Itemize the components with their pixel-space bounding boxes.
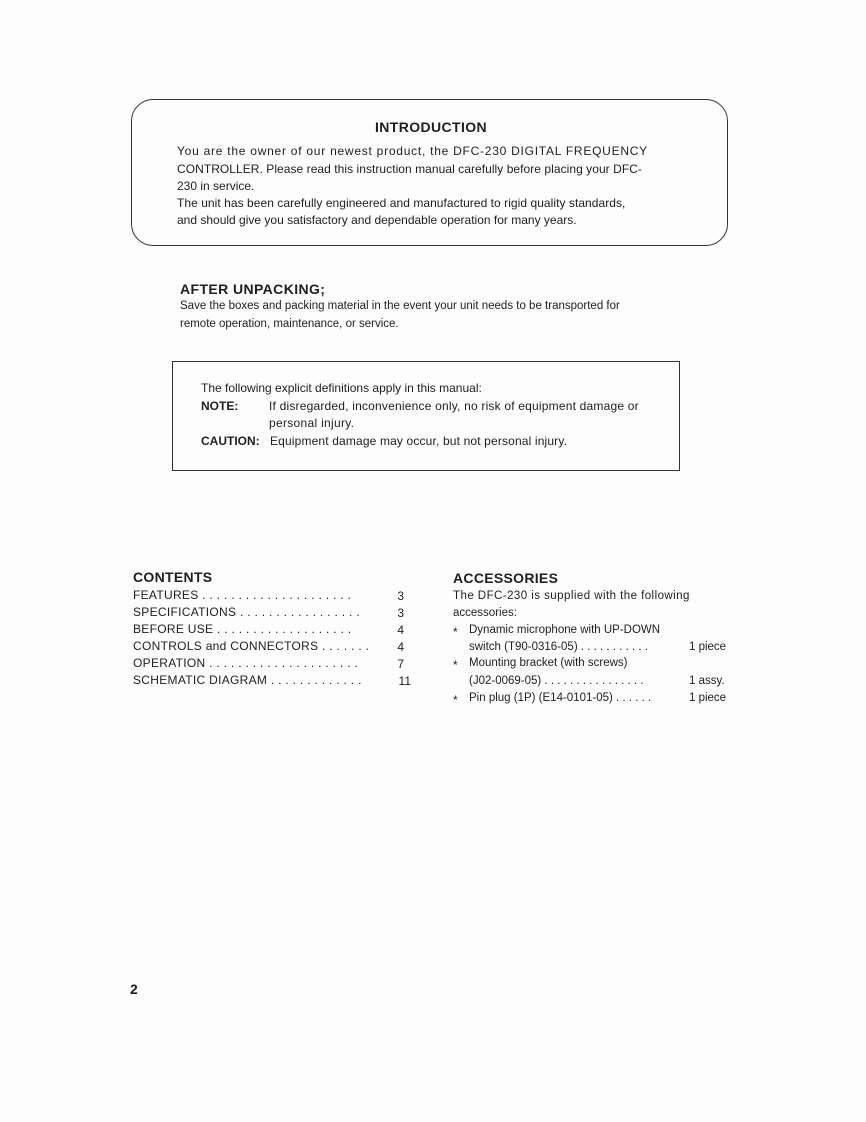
accessory-item-1-line-1: Dynamic microphone with UP-DOWN	[469, 624, 661, 636]
accessories-title: ACCESSORIES	[453, 570, 559, 586]
accessory-item-3-quantity: 1 piece	[689, 692, 727, 704]
definitions-box	[172, 361, 680, 471]
accessory-item-1-line-2: switch (T90-0316-05) . . . . . . . . . . .	[469, 641, 648, 653]
toc-page-specifications: 3	[397, 606, 404, 620]
toc-page-before-use: 4	[397, 623, 404, 637]
bullet-star: *	[453, 658, 458, 672]
after-unpacking-line-1: Save the boxes and packing material in the event your unit needs to be transported for	[180, 300, 620, 312]
accessory-item-1-quantity: 1 piece	[689, 641, 727, 653]
toc-page-operation: 7	[397, 657, 404, 671]
after-unpacking-title: AFTER UNPACKING;	[180, 281, 326, 297]
introduction-line-5: and should give you satisfactory and dependable operation for many years.	[177, 213, 577, 227]
note-text-line-1: If disregarded, inconvenience only, no risk of equipment damage or	[269, 399, 639, 413]
toc-page-schematic-diagram: 11	[398, 674, 411, 688]
toc-entry-controls-connectors: CONTROLS and CONNECTORS . . . . . . .	[133, 639, 370, 653]
accessories-intro-line-2: accessories:	[453, 607, 517, 619]
toc-entry-operation: OPERATION . . . . . . . . . . . . . . . . . . . . .	[133, 656, 359, 670]
accessories-intro-line-1: The DFC-230 is supplied with the following	[453, 590, 690, 602]
bullet-star: *	[453, 625, 458, 639]
introduction-line-1: You are the owner of our newest product, the DFC-230 DIGITAL FREQUENCY	[177, 144, 648, 158]
toc-page-controls-connectors: 4	[397, 640, 404, 654]
toc-entry-features: FEATURES . . . . . . . . . . . . . . . . . . . . .	[133, 588, 352, 602]
introduction-line-3: 230 in service.	[177, 179, 255, 193]
page-number: 2	[130, 981, 138, 997]
after-unpacking-line-2: remote operation, maintenance, or service.	[180, 318, 399, 330]
definitions-intro: The following explicit definitions apply in this manual:	[201, 381, 482, 395]
note-label: NOTE:	[201, 399, 239, 413]
accessory-item-2-line-1: Mounting bracket (with screws)	[469, 657, 628, 669]
accessory-item-2-line-2: (J02-0069-05) . . . . . . . . . . . . . . . .	[469, 675, 644, 687]
introduction-line-4: The unit has been carefully engineered and manufactured to rigid quality standards,	[177, 196, 626, 210]
bullet-star: *	[453, 693, 458, 707]
accessory-item-3-line-1: Pin plug (1P) (E14-0101-05) . . . . . .	[469, 692, 652, 704]
caution-label: CAUTION:	[201, 434, 260, 448]
toc-entry-schematic-diagram: SCHEMATIC DIAGRAM . . . . . . . . . . . . .	[133, 673, 362, 687]
caution-text: Equipment damage may occur, but not personal injury.	[270, 434, 568, 448]
toc-entry-before-use: BEFORE USE . . . . . . . . . . . . . . . . . . .	[133, 622, 352, 636]
toc-page-features: 3	[397, 589, 404, 603]
toc-entry-specifications: SPECIFICATIONS . . . . . . . . . . . . . . . . .	[133, 605, 360, 619]
contents-title: CONTENTS	[133, 569, 213, 585]
introduction-title: INTRODUCTION	[374, 119, 488, 135]
introduction-line-2: CONTROLLER. Please read this instruction manual carefully before placing your DFC-	[177, 162, 642, 176]
note-text-line-2: personal injury.	[269, 416, 355, 430]
accessory-item-2-quantity: 1 assy.	[689, 675, 725, 687]
